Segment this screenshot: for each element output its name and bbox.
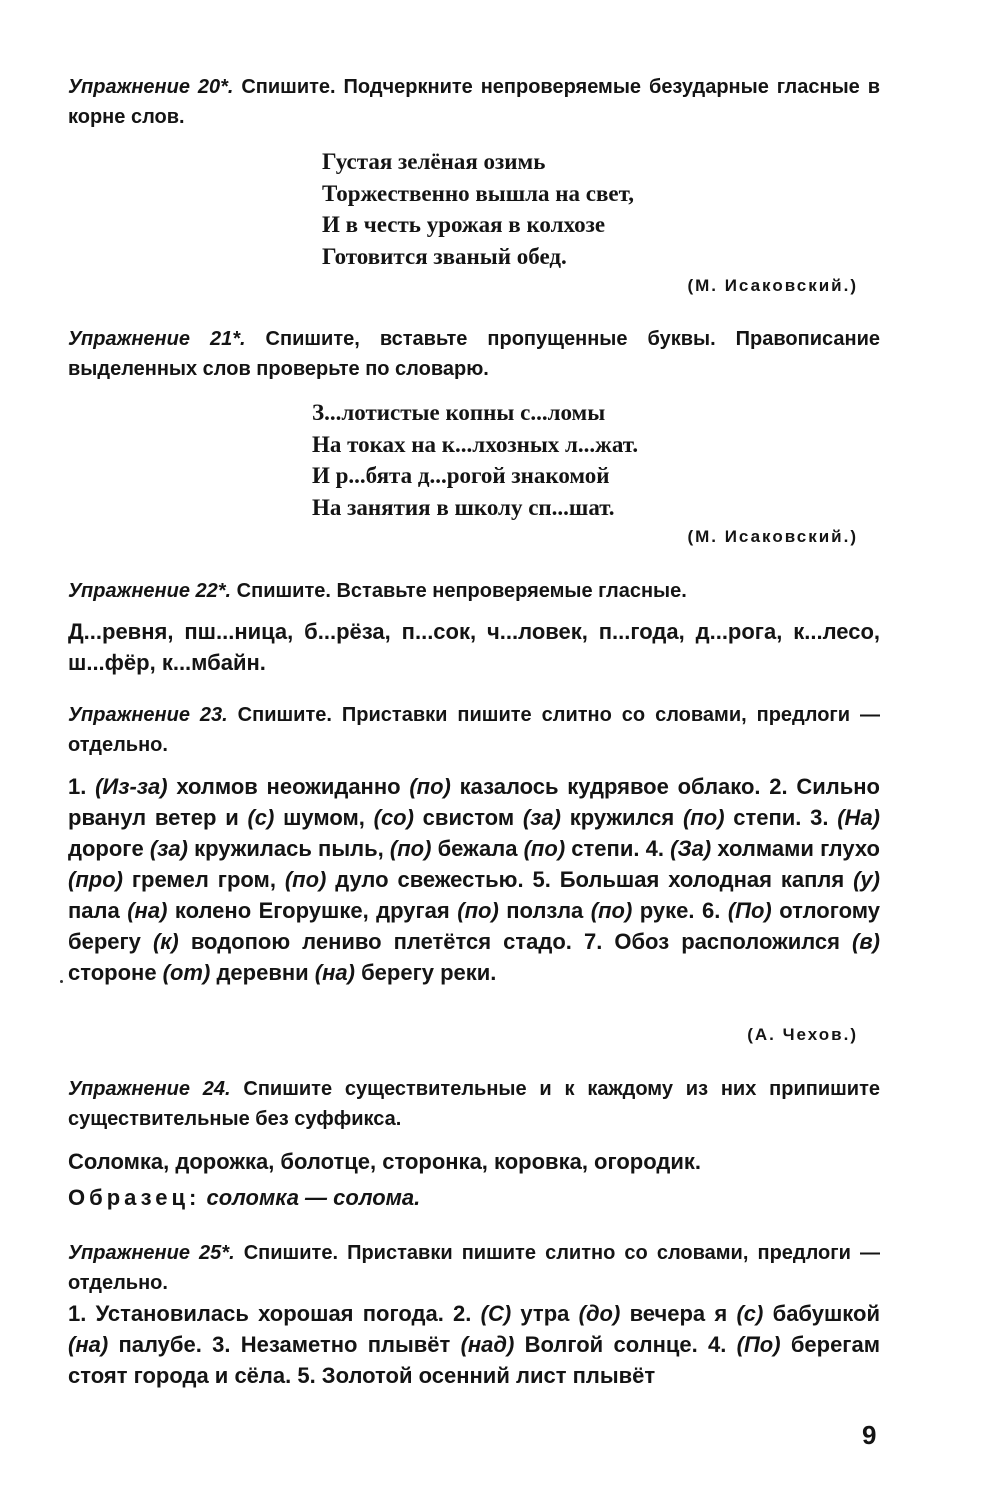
preposition-prefix: (по) <box>389 836 432 861</box>
page-number: 9 <box>862 1420 877 1450</box>
exercise-25-body <box>68 1298 880 1391</box>
poem-line: И в честь урожая в колхозе <box>322 212 606 237</box>
preposition-prefix: (про) <box>68 867 123 892</box>
poem-line: Готовится званый обед. <box>322 243 567 269</box>
preposition-prefix: (С) <box>480 1301 512 1326</box>
exercise-22-words: Д...ревня, пш...ница, б...рёза, п...сок, ч...ловек, п...года, д...рога, к...лесо, ш...фёр, к...мбайн. <box>68 619 880 675</box>
preposition-prefix: (По) <box>727 898 772 923</box>
preposition-prefix: (над) <box>460 1332 515 1357</box>
preposition-prefix: (на) <box>127 898 168 923</box>
exercise-23-body <box>68 771 880 988</box>
preposition-prefix: (на) <box>68 1332 109 1357</box>
sentence-text: казалось кудрявое облако. 2. Сильно рванул ветер и <box>68 774 880 830</box>
sample-label: Образец: <box>68 1185 201 1210</box>
exercise-20-instruction <box>68 72 880 132</box>
preposition-prefix: (Из-за) <box>95 774 168 799</box>
sentence-text: кружилась пыль, <box>187 836 390 861</box>
sentence-text: берегу реки. <box>354 960 497 985</box>
sentence-text: 1. Установилась хорошая погода. 2. <box>68 1301 481 1326</box>
exercise-21-instruction <box>68 324 880 384</box>
exercise-23-text: Спишите. Приставки пишите слитно со словами, предлоги — отдельно. <box>68 704 880 756</box>
sentence-text: отлогому берегу <box>68 898 880 954</box>
exercise-24-instruction <box>68 1074 880 1134</box>
preposition-prefix: (на) <box>314 960 355 985</box>
sentence-text: дороге <box>68 836 150 861</box>
exercise-21-title: Упражнение 21*. <box>68 328 246 350</box>
preposition-prefix: (до) <box>578 1301 621 1326</box>
exercise-24-title: Упражнение 24. <box>68 1078 231 1100</box>
exercise-20-text: Спишите. Подчеркните непроверяемые безударные гласные в корне слов. <box>68 76 880 128</box>
sentence-text: степи. 4. <box>565 836 671 861</box>
exercise-21-poem <box>312 397 638 523</box>
exercise-25-title: Упражнение 25*. <box>68 1242 235 1264</box>
preposition-prefix: (За) <box>670 836 712 861</box>
print-speck <box>60 980 63 983</box>
sentence-text: Волгой солнце. 4. <box>514 1332 737 1357</box>
preposition-prefix: (за) <box>149 836 188 861</box>
sentence-text: дуло свежестью. 5. Большая холодная капля <box>326 867 854 892</box>
preposition-prefix: (с) <box>247 805 275 830</box>
sentence-text: деревни <box>210 960 315 985</box>
preposition-prefix: (по) <box>409 774 451 799</box>
exercise-22-title: Упражнение 22*. <box>68 580 232 602</box>
preposition-prefix: (по) <box>284 867 327 892</box>
preposition-prefix: (На) <box>837 805 881 830</box>
sentence-text: пала <box>68 898 128 923</box>
sentence-text: утра <box>511 1301 579 1326</box>
sentence-text: шумом, <box>274 805 374 830</box>
exercise-22-text: Спишите. Вставьте непроверяемые гласные. <box>231 580 687 602</box>
sentence-text: кружился <box>560 805 683 830</box>
sentence-text: бежала <box>431 836 524 861</box>
sentence-text: вечера я <box>620 1301 737 1326</box>
exercise-23-title: Упражнение 23. <box>68 704 228 726</box>
exercise-25-text: Спишите. Приставки пишите слитно со словами, предлоги — отдельно. <box>68 1242 880 1294</box>
sentence-text: бабушкой <box>763 1301 880 1326</box>
sentence-text: холмами глухо <box>711 836 880 861</box>
exercise-21-author: (М. Исаковский.) <box>687 527 858 546</box>
sentence-text: колено Егорушке, другая <box>167 898 458 923</box>
poem-line: З...лотистые копны с...ломы <box>312 400 606 425</box>
sentence-text: холмов неожиданно <box>167 774 410 799</box>
preposition-prefix: (от) <box>162 960 211 985</box>
preposition-prefix: (за) <box>522 805 561 830</box>
exercise-23-author: (А. Чехов.) <box>747 1025 858 1044</box>
preposition-prefix: (по) <box>523 836 566 861</box>
sentence-text: ползла <box>498 898 591 923</box>
sentence-text: руке. 6. <box>632 898 728 923</box>
exercise-24-words: Соломка, дорожка, болотце, сторонка, коровка, огородик. <box>68 1149 702 1174</box>
poem-line: Густая зелёная озимь <box>322 149 546 174</box>
exercise-23-instruction <box>68 700 880 760</box>
poem-line: На занятия в школу сп...шат. <box>312 494 615 520</box>
exercise-24-sample <box>68 1182 880 1213</box>
exercise-25-instruction <box>68 1238 880 1298</box>
poem-line: И р...бята д...рогой знакомой <box>312 463 610 488</box>
preposition-prefix: (По) <box>736 1332 781 1357</box>
poem-line: Торжественно вышла на свет, <box>322 180 634 206</box>
preposition-prefix: (к) <box>152 929 179 954</box>
sentence-text: палубе. 3. Незаметно плывёт <box>108 1332 461 1357</box>
exercise-20-author: (М. Исаковский.) <box>687 276 858 295</box>
preposition-prefix: (у) <box>853 867 880 892</box>
exercise-20-poem <box>322 146 634 272</box>
sentence-text: стороне <box>68 960 163 985</box>
preposition-prefix: (в) <box>852 929 880 954</box>
poem-line: На токах на к...лхозных л...жат. <box>312 431 639 457</box>
sentence-text: свистом <box>413 805 523 830</box>
exercise-21-text: Спишите, вставьте пропущенные буквы. Правописание выделенных слов проверьте по словарю. <box>68 328 880 380</box>
sentence-text: гремел гром, <box>122 867 285 892</box>
sentence-text: берегам стоят города и сёла. 5. Золотой осенний лист плывёт <box>68 1332 880 1388</box>
sentence-text: степи. 3. <box>724 805 838 830</box>
preposition-prefix: (по) <box>682 805 725 830</box>
preposition-prefix: (по) <box>590 898 633 923</box>
exercise-24-text: Спишите существительные и к каждому из них припишите существительные без суффикса. <box>68 1078 880 1130</box>
preposition-prefix: (по) <box>457 898 499 923</box>
sentence-text: водопою лениво плетётся стадо. 7. Обоз расположился <box>178 929 853 954</box>
exercise-20-title: Упражнение 20*. <box>68 76 234 98</box>
preposition-prefix: (со) <box>373 805 414 830</box>
sentence-text: 1. <box>68 774 96 799</box>
sample-text: соломка — солома. <box>200 1185 421 1210</box>
exercise-22-instruction <box>68 576 880 606</box>
preposition-prefix: (с) <box>736 1301 764 1326</box>
